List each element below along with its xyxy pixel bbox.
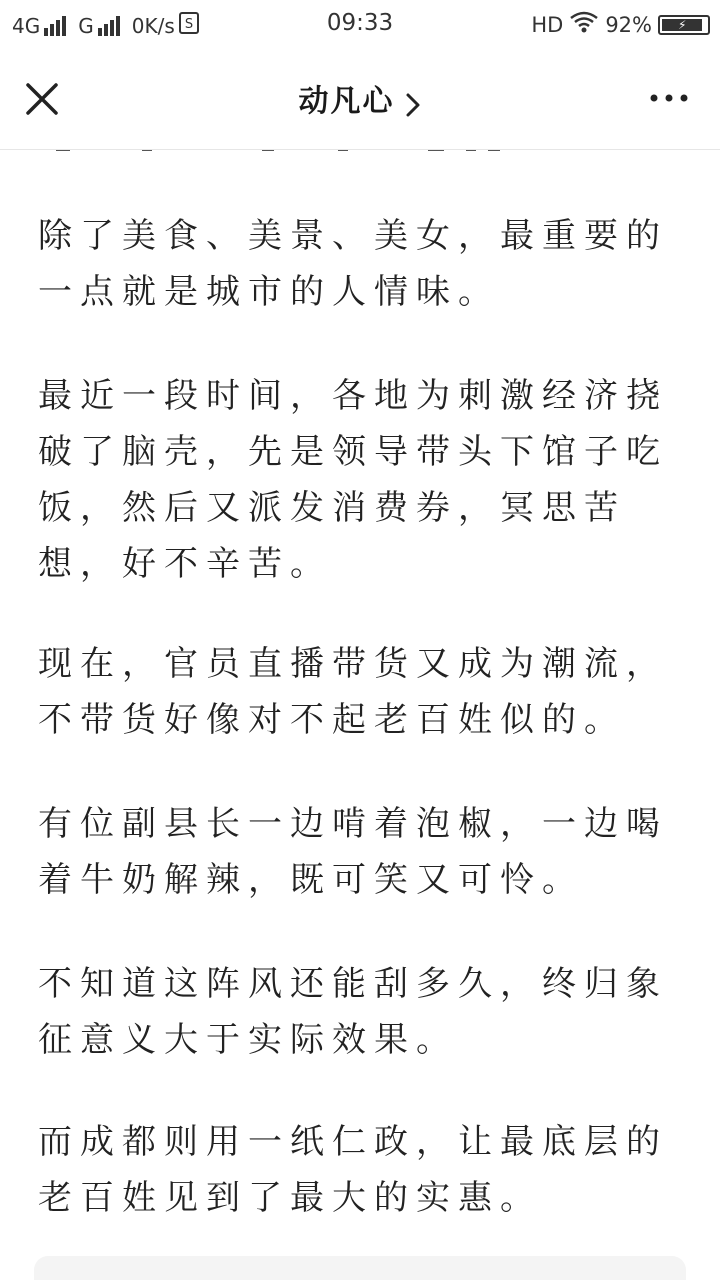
svg-text:S: S — [184, 17, 193, 32]
page-title: 动凡心 — [298, 84, 395, 119]
clipped-previous-line — [38, 150, 678, 156]
clock: 09:33 — [326, 10, 394, 36]
more-options-button[interactable] — [644, 83, 694, 113]
status-bar — [0, 0, 720, 50]
paragraph-6: 而成都则用一纸仁政，让最底层的老百姓见到了最大的实惠。 — [38, 1122, 668, 1218]
paragraph-3: 现在，官员直播带货又成为潮流，不带货好像对不起老百姓似的。 — [38, 644, 668, 740]
paragraph-2: 最近一段时间，各地为刺激经济挠破了脑壳，先是领导带头下馆子吃饭，然后又派发消费券，冥思苦想，好不辛苦。 — [38, 376, 668, 584]
paragraph-5: 不知道这阵风还能刮多久，终归象征意义大于实际效果。 — [38, 964, 668, 1060]
article-content[interactable] — [0, 150, 720, 1280]
navigation-bar — [0, 50, 720, 150]
battery-icon: ⚡ — [658, 15, 710, 35]
status-right — [531, 11, 710, 38]
paragraph-1: 除了美食、美景、美女，最重要的一点就是城市的人情味。 — [38, 216, 668, 312]
more-icon — [644, 83, 694, 113]
network-speed: 0K/s — [131, 14, 175, 38]
hd-indicator: HD — [531, 12, 564, 37]
network-type-primary: 4G — [12, 14, 41, 38]
battery-percent: 92% — [605, 12, 652, 37]
embedded-card[interactable] — [34, 1256, 686, 1280]
wifi-icon — [569, 11, 599, 38]
paragraph-4: 有位副县长一边啃着泡椒，一边喝着牛奶解辣，既可笑又可怜。 — [38, 804, 668, 900]
account-title-link[interactable] — [0, 76, 720, 123]
chevron-right-icon — [404, 91, 422, 123]
network-type-secondary: G — [78, 14, 94, 38]
